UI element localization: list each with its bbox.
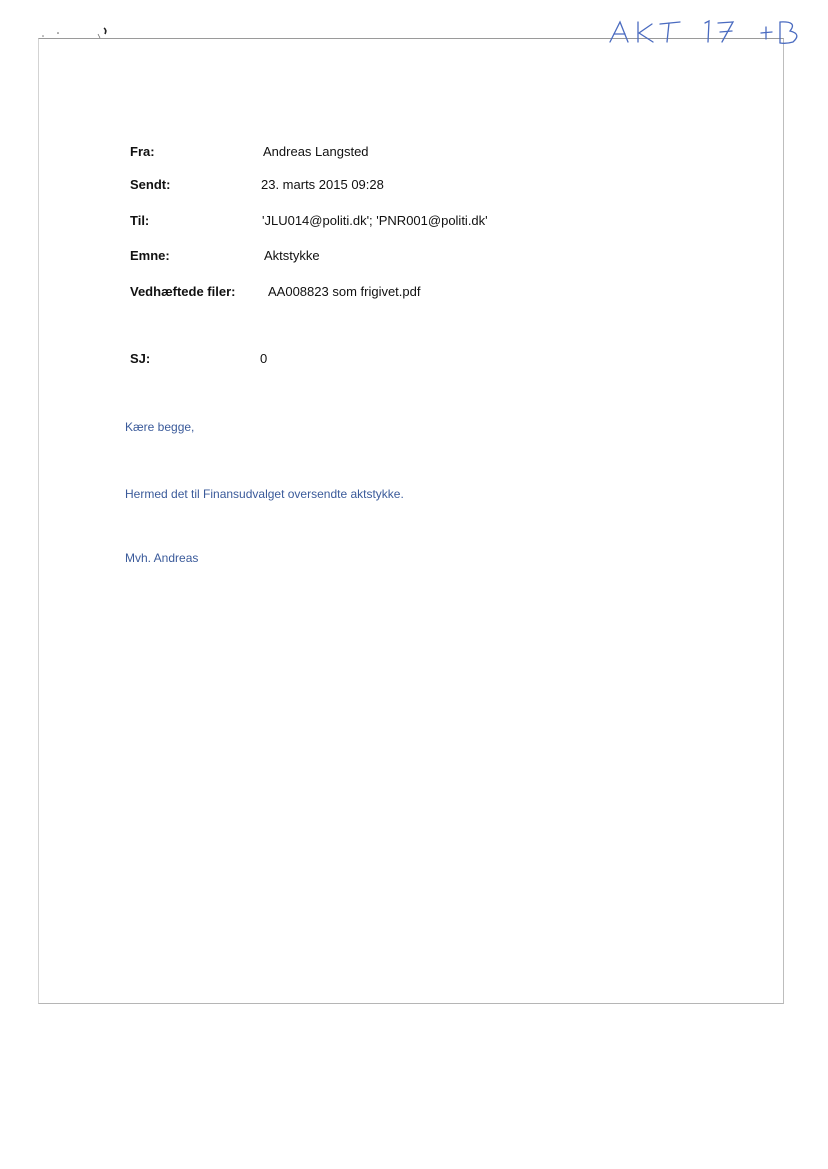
greeting: Kære begge, [125,420,195,434]
message: Hermed det til Finansudvalget oversendte aktstykke. [125,487,404,501]
to-label: Til: [130,213,150,228]
sent-label: Sendt: [130,177,171,192]
scan-marks [40,22,120,40]
sj-label: SJ: [130,351,151,366]
subject-value: Aktstykke [264,248,320,263]
subject-label: Emne: [130,248,170,263]
handwritten-annotation [608,16,808,46]
signoff: Mvh. Andreas [125,551,199,565]
attachments-value: AA008823 som frigivet.pdf [268,284,421,299]
from-value: Andreas Langsted [263,144,369,159]
from-label: Fra: [130,144,155,159]
sj-value: 0 [260,351,268,366]
to-value: 'JLU014@politi.dk'; 'PNR001@politi.dk' [262,213,488,228]
sent-value: 23. marts 2015 09:28 [261,177,384,192]
attachments-label: Vedhæftede filer: [130,284,236,299]
